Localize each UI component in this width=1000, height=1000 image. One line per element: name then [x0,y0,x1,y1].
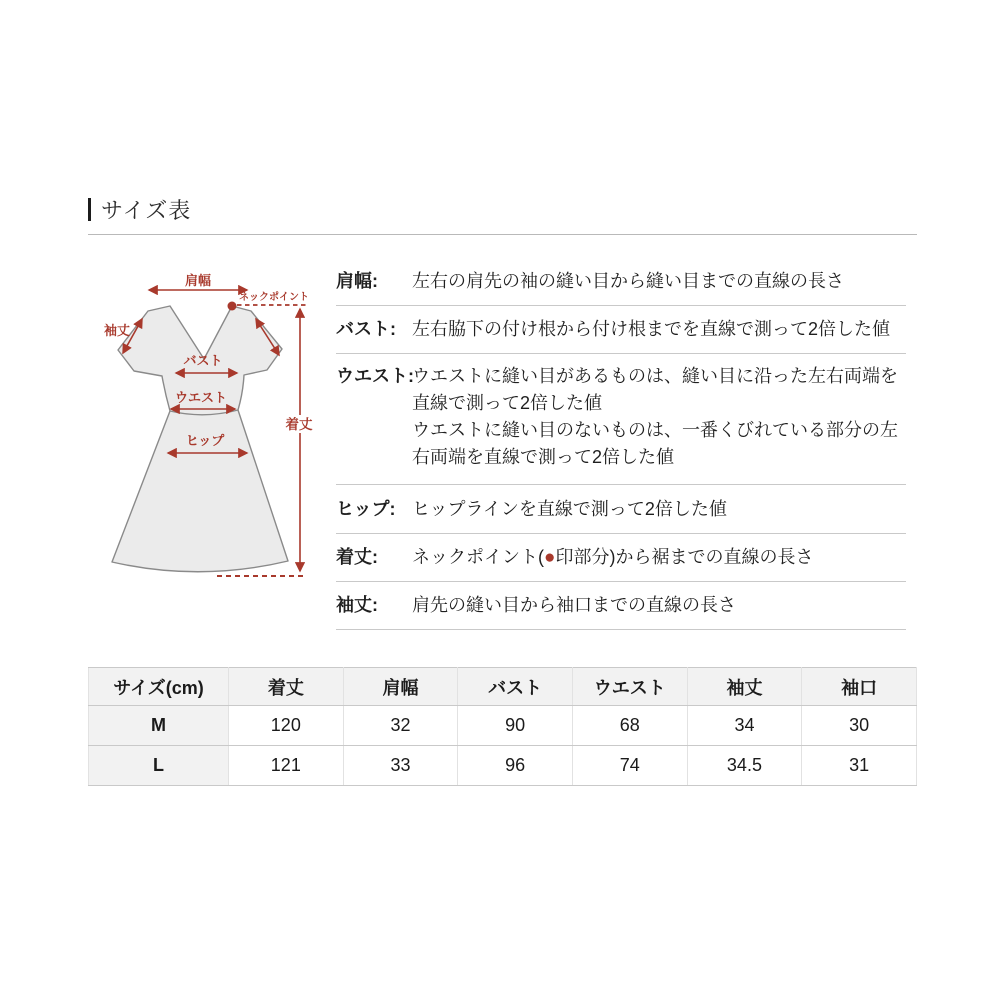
cell-value: 31 [802,746,917,786]
cell-value: 34 [687,706,802,746]
col-header-sleeve-length: 袖丈 [687,668,802,706]
col-header-cuff: 袖口 [802,668,917,706]
col-header-waist: ウエスト [572,668,687,706]
table-row-size-m [89,706,917,746]
dress-measurement-diagram [90,260,332,594]
definition-row-shoulder [336,262,906,306]
page-title: サイズ表 [101,198,192,223]
size-table [88,667,917,786]
definition-row-sleeve [336,582,906,630]
cell-value: 96 [458,746,573,786]
definition-term: 肩幅: [336,271,378,291]
shoulder-width-label: 肩幅 [184,273,212,288]
definition-term: 袖丈: [336,595,378,615]
definition-text: 肩先の縫い目から袖口までの直線の長さ [412,595,736,615]
col-header-length: 着丈 [229,668,344,706]
definition-text: ヒップラインを直線で測って2倍した値 [412,499,727,519]
col-header-shoulder: 肩幅 [343,668,458,706]
definition-row-bust [336,306,906,354]
sleeve-length-label: 袖丈 [103,323,131,338]
cell-value: 33 [343,746,458,786]
definition-term: ヒップ: [336,499,396,519]
title-divider [88,234,917,235]
red-dot-mark: ● [544,547,556,568]
cell-value: 74 [572,746,687,786]
definition-row-hip [336,485,906,534]
waist-label: ウエスト [174,390,228,405]
bust-label: バスト [183,353,223,368]
neck-point-label: ネックポイント [239,292,309,303]
dress-diagram-svg [90,260,332,594]
table-row-size-l [89,746,917,786]
definition-term: 着丈: [336,547,378,567]
col-header-size: サイズ(cm) [89,668,229,706]
size-table-header-row [89,668,917,706]
definition-row-length [336,534,906,582]
definition-row-waist [336,354,906,485]
definition-term: バスト: [336,319,396,339]
definition-text-pre: ネックポイント( [412,547,544,567]
cell-value: 120 [229,706,344,746]
cell-value: 68 [572,706,687,746]
section-header [88,194,191,225]
definition-term: ウエスト: [336,366,414,386]
size-label: L [89,746,229,786]
definition-text: ウエストに縫い目があるものは、縫い目に沿った左右両端を直線で測って2倍した値 ウエストに縫い目のないものは、一番くびれている部分の左右両端を直線で測って2倍した値 [412,366,898,467]
cell-value: 30 [802,706,917,746]
definition-text [412,544,906,571]
definition-text: 左右脇下の付け根から付け根までを直線で測って2倍した値 [412,319,891,339]
col-header-bust: バスト [458,668,573,706]
garment-length-label: 着丈 [285,417,313,432]
size-label: M [89,706,229,746]
neck-point-dot [228,302,237,311]
cell-value: 32 [343,706,458,746]
title-accent-bar [88,198,91,221]
measurement-definitions-list [336,262,906,630]
hip-label: ヒップ [185,433,225,448]
cell-value: 90 [458,706,573,746]
definition-text-post: 印部分)から裾までの直線の長さ [555,547,814,567]
cell-value: 34.5 [687,746,802,786]
definition-text: 左右の肩先の袖の縫い目から縫い目までの直線の長さ [412,271,844,291]
cell-value: 121 [229,746,344,786]
